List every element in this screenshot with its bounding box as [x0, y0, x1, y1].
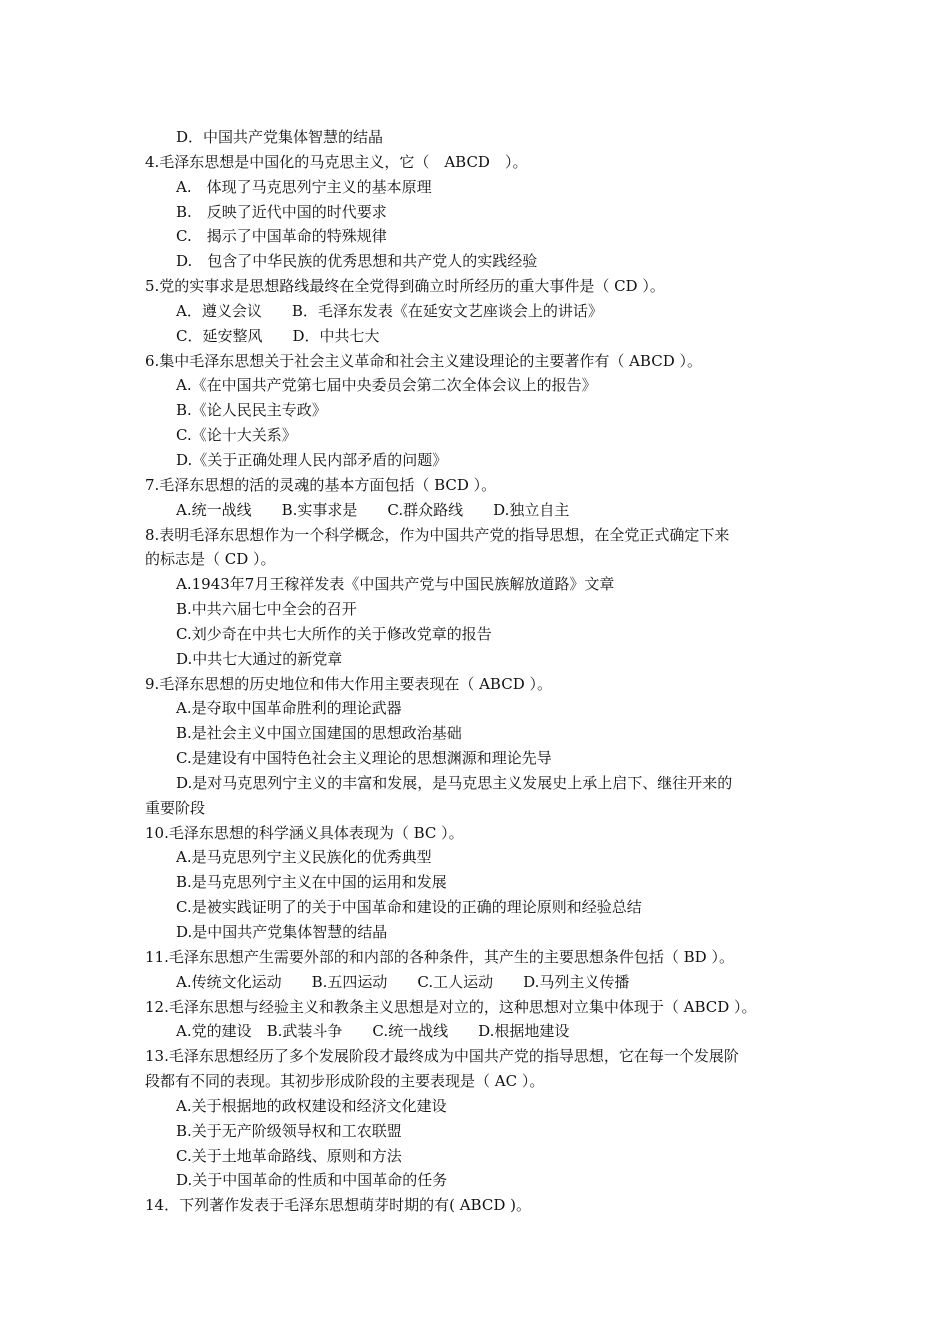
- option-line: A.党的建设 B.武装斗争 C.统一战线 D.根据地建设: [176, 1022, 570, 1041]
- question-line: 9.毛泽东思想的历史地位和伟大作用主要表现在（ ABCD ）。: [145, 674, 552, 693]
- option-line: C.是建设有中国特色社会主义理论的思想渊源和理论先导: [176, 749, 552, 768]
- option-line: D.《关于正确处理人民内部矛盾的问题》: [176, 450, 448, 469]
- option-line: A．遵义会议 B．毛泽东发表《在延安文艺座谈会上的讲话》: [176, 301, 603, 320]
- question-line-continued: 段都有不同的表现。其初步形成阶段的主要表现是（ AC ）。: [145, 1072, 545, 1091]
- option-line: C.刘少奇在中共七大所作的关于修改党章的报告: [176, 624, 492, 643]
- option-line: D.关于中国革命的性质和中国革命的任务: [176, 1171, 448, 1190]
- option-line: A. 体现了马克思列宁主义的基本原理: [176, 177, 432, 196]
- option-line: D.是对马克思列宁主义的丰富和发展，是马克思主义发展史上承上启下、继往开来的: [176, 773, 733, 792]
- question-line: 8.表明毛泽东思想作为一个科学概念，作为中国共产党的指导思想，在全党正式确定下来: [145, 525, 730, 544]
- option-line: A.1943年7月王稼祥发表《中国共产党与中国民族解放道路》文章: [176, 575, 615, 594]
- option-line: C.是被实践证明了的关于中国革命和建设的正确的理论原则和经验总结: [176, 898, 642, 917]
- question-line: 7.毛泽东思想的活的灵魂的基本方面包括（ BCD ）。: [145, 475, 497, 494]
- option-line: C．延安整风 D．中共七大: [176, 326, 380, 345]
- option-line: B.是马克思列宁主义在中国的运用和发展: [176, 873, 447, 892]
- option-line: D. 包含了中华民族的优秀思想和共产党人的实践经验: [176, 252, 538, 271]
- option-line: D．中国共产党集体智慧的结晶: [176, 128, 384, 146]
- option-line: C.《论十大关系》: [176, 426, 297, 445]
- option-line: B. 反映了近代中国的时代要求: [176, 202, 387, 221]
- option-line: D.是中国共产党集体智慧的结晶: [176, 923, 388, 941]
- option-line: B.关于无产阶级领导权和工农联盟: [176, 1121, 402, 1140]
- option-line-continued: 重要阶段: [145, 798, 206, 817]
- option-line: A.是马克思列宁主义民族化的优秀典型: [176, 848, 432, 867]
- question-line: 6.集中毛泽东思想关于社会主义革命和社会主义建设理论的主要著作有（ ABCD ）。: [145, 351, 702, 370]
- question-line: 4.毛泽东思想是中国化的马克思主义，它（ ABCD ）。: [145, 152, 528, 171]
- question-line-continued: 的标志是（ CD ）。: [145, 550, 276, 569]
- option-line: C. 揭示了中国革命的特殊规律: [176, 227, 387, 246]
- question-line: 5.党的实事求是思想路线最终在全党得到确立时所经历的重大事件是（ CD ）。: [145, 277, 665, 296]
- option-line: A.《在中国共产党第七届中央委员会第二次全体会议上的报告》: [176, 376, 597, 395]
- question-line: 11.毛泽东思想产生需要外部的和内部的各种条件，其产生的主要思想条件包括（ BD ）。: [145, 947, 734, 966]
- option-line: B.《论人民民主专政》: [176, 401, 327, 420]
- option-line: C.关于土地革命路线、原则和方法: [176, 1146, 402, 1165]
- option-line: A.关于根据地的政权建设和经济文化建设: [176, 1096, 447, 1115]
- question-line: 10.毛泽东思想的科学涵义具体表现为（ BC ）。: [145, 823, 464, 842]
- option-line: A.是夺取中国革命胜利的理论武器: [176, 699, 402, 718]
- option-line: A.传统文化运动 B.五四运动 C.工人运动 D.马列主义传播: [176, 972, 630, 991]
- option-line: B.是社会主义中国立国建国的思想政治基础: [176, 724, 462, 743]
- option-line: D.中共七大通过的新党章: [176, 649, 343, 668]
- option-line: A.统一战线 B.实事求是 C.群众路线 D.独立自主: [176, 500, 570, 519]
- document-page: [0, 125, 950, 1218]
- option-line: B.中共六届七中全会的召开: [176, 600, 357, 619]
- question-line: 13.毛泽东思想经历了多个发展阶段才最终成为中国共产党的指导思想，它在每一个发展阶: [145, 1047, 739, 1066]
- question-line: 14．下列著作发表于毛泽东思想萌芽时期的有( ABCD )。: [145, 1196, 531, 1215]
- question-line: 12.毛泽东思想与经验主义和教条主义思想是对立的，这种思想对立集中体现于（ ABCD ）。: [145, 997, 757, 1016]
